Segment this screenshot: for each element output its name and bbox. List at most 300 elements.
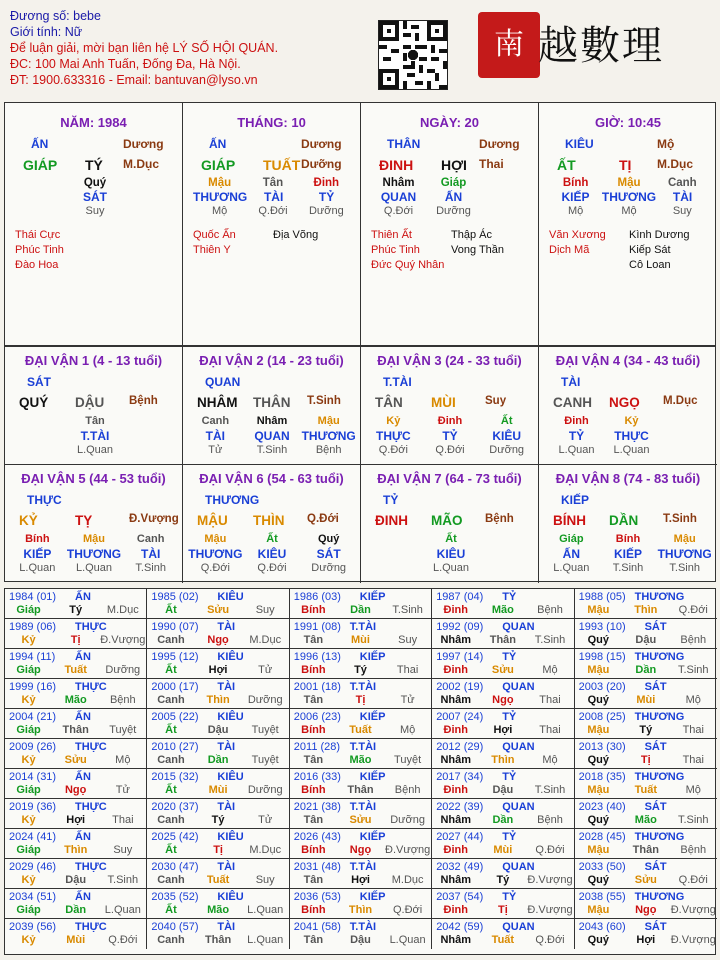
pillar-extra-left: Quốc Ấn: [193, 229, 236, 241]
luck-stem: NHÂM: [197, 395, 238, 410]
seal-logo: 南: [478, 12, 540, 78]
year-star: TÀI: [217, 861, 236, 873]
year-pillar: [575, 904, 717, 916]
luck-hidden-stems-item: Nhâm: [256, 415, 288, 427]
pillar-branch: HỢI: [441, 157, 467, 173]
hidden-phases: [193, 205, 353, 217]
year-star: QUAN: [502, 921, 535, 933]
luck-hidden-phases-item: L.Quan: [19, 562, 56, 574]
year-cell[interactable]: [432, 889, 574, 919]
hidden-stems: [55, 177, 135, 189]
year-stem: Kỷ: [21, 754, 36, 766]
year-stem: Kỷ: [21, 694, 36, 706]
year-cell[interactable]: [147, 649, 289, 679]
year-branch: Thìn: [491, 754, 515, 766]
year-cell[interactable]: [5, 769, 147, 799]
luck-stem: KỶ: [19, 513, 38, 528]
luck-hidden-stars: [55, 429, 135, 443]
year-star: ẤN: [75, 771, 91, 783]
pillar-extra-right: Thập Ác: [451, 229, 492, 241]
year-cell[interactable]: [5, 679, 147, 709]
year-branch: Tý: [639, 724, 653, 736]
year-branch: Tuất: [349, 724, 372, 736]
year-cell[interactable]: [147, 889, 289, 919]
year-pillar: [5, 604, 146, 616]
hidden-stems: [193, 177, 353, 189]
luck-hidden: [365, 415, 535, 463]
year-cell[interactable]: [147, 739, 289, 769]
year-pillar: [147, 934, 288, 946]
luck-hidden-stems-item: Mậu: [83, 533, 105, 545]
year-cell[interactable]: [432, 649, 574, 679]
pillar-star: THÂN: [387, 137, 421, 151]
year-cell[interactable]: [5, 799, 147, 829]
year-star: THƯƠNG: [634, 591, 685, 603]
year-phase: Mộ: [542, 664, 558, 676]
luck-hidden-stars: [365, 429, 535, 443]
year-label: 2013 (30): [578, 741, 626, 753]
year-label: 2032 (49): [436, 861, 484, 873]
year-phase: Đ.Vượng: [527, 874, 573, 886]
year-stem: Canh: [157, 934, 185, 946]
luck-hidden-stars-item: TÀI: [141, 547, 161, 561]
year-phase: Tử: [258, 664, 273, 676]
year-stem: Giáp: [16, 604, 41, 616]
year-stem: Quý: [587, 814, 610, 826]
year-label: 2024 (41): [9, 831, 57, 843]
year-pillar: [575, 784, 717, 796]
luck-hidden-stems-item: Đinh: [564, 415, 589, 427]
year-stem: Mậu: [587, 904, 610, 916]
luck-star: TỶ: [383, 493, 399, 507]
year-cell[interactable]: [432, 619, 574, 649]
year-branch: Mão: [207, 904, 230, 916]
year-phase: Đ.Vượng: [670, 904, 716, 916]
year-label: 2027 (44): [436, 831, 484, 843]
year-cell[interactable]: [147, 589, 289, 619]
year-cell[interactable]: [575, 739, 717, 769]
year-label: 1997 (14): [436, 651, 484, 663]
year-label: 2019 (36): [9, 801, 57, 813]
year-star: ẤN: [75, 711, 91, 723]
year-label: 2043 (60): [578, 921, 626, 933]
luck-hidden-stars-item: THỰC: [614, 429, 649, 443]
year-phase: Đ.Vượng: [385, 844, 431, 856]
year-branch: Tý: [354, 664, 367, 676]
year-star: THỰC: [75, 621, 107, 633]
pillar-extra-right: Vong Thần: [451, 244, 505, 256]
luck-hidden: [543, 533, 713, 581]
luck-period-2: [183, 347, 361, 465]
year-cell[interactable]: [5, 859, 147, 889]
year-branch: Thìn: [634, 604, 658, 616]
luck-hidden-phases: [549, 444, 659, 456]
year-phase: Bệnh: [394, 784, 421, 796]
year-phase: T.Sinh: [677, 664, 709, 676]
year-pillar: [432, 814, 573, 826]
year-pillar: [147, 904, 288, 916]
contact-line-2: ĐC: 100 Mai Anh Tuấn, Đống Đa, Hà Nội.: [10, 57, 241, 71]
year-stem: Bính: [301, 664, 326, 676]
luck-hidden-stems: [9, 533, 179, 545]
luck-hidden-phases-item: T.Sinh: [256, 444, 288, 456]
luck-hidden-stars-item: KIÊU: [436, 547, 466, 561]
year-stem: Bính: [301, 904, 326, 916]
year-cell[interactable]: [290, 889, 432, 919]
luck-branch: THÂN: [253, 395, 291, 410]
luck-title: ĐẠI VẬN 7 (64 - 73 tuổi): [377, 471, 522, 486]
year-stem: Ất: [165, 604, 177, 616]
year-cell[interactable]: [147, 859, 289, 889]
year-branch: Tuất: [634, 784, 657, 796]
year-cell[interactable]: [575, 679, 717, 709]
year-star: QUAN: [502, 861, 535, 873]
hidden-stems-item: Đinh: [313, 177, 340, 189]
pillar-extra-left: Thiên Y: [193, 244, 231, 256]
luck-hidden-stars-item: KIÊU: [492, 429, 522, 443]
hidden-stems-item: Giáp: [440, 177, 467, 189]
year-branch: Dậu: [65, 874, 87, 886]
year-branch: Tị: [640, 754, 651, 766]
year-cell[interactable]: [290, 859, 432, 889]
year-cell[interactable]: [432, 799, 574, 829]
year-star: THỰC: [75, 741, 107, 753]
year-stem: Bính: [301, 844, 326, 856]
year-star: KIẾP: [359, 771, 386, 783]
qr-code[interactable]: [378, 20, 448, 90]
year-stem: Ất: [165, 904, 177, 916]
year-branch: Sửu: [634, 874, 657, 886]
year-branch: Ngọ: [492, 694, 514, 706]
year-phase: Thai: [396, 664, 419, 676]
luck-hidden-stems-item: Quý: [317, 533, 340, 545]
year-stem: Mậu: [587, 664, 610, 676]
brand-logo-text: 越數理: [538, 23, 664, 69]
luck-stem: ĐINH: [375, 513, 408, 528]
year-star: THƯƠNG: [634, 831, 685, 843]
year-stem: Giáp: [16, 664, 41, 676]
luck-hidden-stems: [187, 415, 357, 427]
pillar-stem: ẤT: [557, 157, 576, 173]
year-cell[interactable]: [5, 649, 147, 679]
year-cell[interactable]: [5, 919, 147, 949]
year-stem: Ất: [165, 844, 177, 856]
year-branch: Dần: [207, 754, 229, 766]
hidden-phases-item: Suy: [672, 205, 692, 217]
year-cell[interactable]: [147, 709, 289, 739]
year-branch: Mùi: [493, 844, 513, 856]
year-cell[interactable]: [290, 589, 432, 619]
year-cell[interactable]: [290, 709, 432, 739]
year-pillar: [432, 784, 573, 796]
luck-phase: M.Dục: [663, 395, 698, 407]
year-cell[interactable]: [575, 799, 717, 829]
year-label: 1988 (05): [578, 591, 626, 603]
luck-hidden-stars-item: KIẾP: [23, 547, 52, 561]
year-branch: Tý: [496, 874, 510, 886]
year-label: 2005 (22): [151, 711, 199, 723]
year-phase: Mộ: [685, 784, 701, 796]
luck-hidden: [187, 415, 357, 463]
luck-branch: MÙI: [431, 395, 456, 410]
year-label: 2031 (48): [293, 861, 341, 873]
year-stem: Ất: [165, 664, 177, 676]
luck-hidden-phases-item: Q.Đới: [378, 444, 408, 456]
year-cell[interactable]: [5, 589, 147, 619]
year-pillar: [575, 754, 717, 766]
year-cell[interactable]: [432, 829, 574, 859]
year-star: T.TÀI: [349, 861, 377, 873]
luck-period-6: [183, 465, 361, 583]
year-star: KIÊU: [217, 891, 244, 903]
year-phase: Mộ: [685, 694, 701, 706]
year-stem: Quý: [587, 934, 610, 946]
year-cell[interactable]: [147, 799, 289, 829]
year-cell[interactable]: [575, 769, 717, 799]
pillar-branch: TÝ: [85, 157, 103, 173]
year-cell[interactable]: [575, 709, 717, 739]
year-label: 2025 (42): [151, 831, 199, 843]
year-stem: Quý: [587, 634, 610, 646]
year-label: 2000 (17): [151, 681, 199, 693]
year-star: T.TÀI: [349, 921, 377, 933]
year-cell[interactable]: [575, 859, 717, 889]
year-stem: Mậu: [587, 844, 610, 856]
year-phase: Q.Đới: [678, 604, 708, 616]
year-stem: Kỷ: [21, 634, 36, 646]
year-cell[interactable]: [5, 739, 147, 769]
luck-hidden-stems-item: Đinh: [437, 415, 463, 427]
year-star: KIÊU: [217, 771, 244, 783]
year-cell[interactable]: [147, 919, 289, 949]
year-pillar: [5, 664, 146, 676]
pillar-hidden: [549, 177, 709, 227]
luck-stem: CANH: [553, 395, 592, 410]
hidden-stars-item: QUAN: [380, 190, 417, 204]
year-stem: Nhâm: [440, 874, 472, 886]
year-cell[interactable]: [575, 889, 717, 919]
year-cell[interactable]: [147, 679, 289, 709]
pillar-star: ẤN: [209, 137, 227, 151]
year-branch: Ngọ: [64, 784, 87, 796]
year-label: 1996 (13): [293, 651, 341, 663]
luck-hidden-stars: [187, 429, 357, 443]
year-cell[interactable]: [432, 769, 574, 799]
year-cell[interactable]: [290, 619, 432, 649]
year-label: 2012 (29): [436, 741, 484, 753]
luck-hidden-stems-item: Kỷ: [386, 415, 401, 427]
luck-hidden-stems-item: Mậu: [673, 533, 696, 545]
luck-hidden-stems-item: Canh: [201, 415, 230, 427]
year-cell[interactable]: [575, 649, 717, 679]
year-phase: Đ.Vượng: [527, 904, 573, 916]
year-cell[interactable]: [290, 679, 432, 709]
year-pillar: [432, 904, 573, 916]
year-label: 2003 (20): [578, 681, 626, 693]
pillar-extra-right: Cô Loan: [629, 259, 671, 271]
year-label: 2020 (37): [151, 801, 199, 813]
luck-hidden-phases-item: L.Quan: [558, 444, 595, 456]
year-cell[interactable]: [5, 709, 147, 739]
year-branch: Mùi: [208, 784, 228, 796]
year-phase: Suy: [113, 844, 133, 856]
year-cell[interactable]: [5, 889, 147, 919]
year-cell[interactable]: [290, 919, 432, 949]
hidden-stems-item: Mậu: [617, 177, 641, 189]
year-stem: Đinh: [443, 784, 468, 796]
year-branch: Tuất: [491, 934, 515, 946]
hidden-stars-item: SÁT: [83, 190, 107, 204]
pillar-phase: M.Dục: [657, 157, 693, 171]
luck-phase: Bệnh: [129, 395, 158, 407]
luck-hidden-phases-item: T.Sinh: [135, 562, 166, 574]
year-pillar: [5, 724, 146, 736]
luck-branch: DẦN: [609, 513, 639, 528]
luck-hidden-stems-item: Canh: [136, 533, 165, 545]
year-label: 2033 (50): [578, 861, 626, 873]
luck-phase: Đ.Vượng: [129, 513, 179, 525]
year-pillar: [5, 784, 146, 796]
year-cell[interactable]: [290, 649, 432, 679]
year-cell[interactable]: [290, 769, 432, 799]
year-star: ẤN: [75, 651, 91, 663]
year-pillar: [147, 604, 288, 616]
year-cell[interactable]: [575, 919, 717, 949]
luck-hidden-stems-item: Bính: [25, 533, 50, 545]
year-stem: Kỷ: [21, 934, 36, 946]
luck-hidden: [187, 533, 357, 581]
hidden-stems-item: Nhâm: [382, 177, 415, 189]
year-phase: Thai: [539, 694, 561, 706]
year-star: T.TÀI: [349, 741, 377, 753]
year-stem: Tân: [303, 694, 324, 706]
year-branch: Sửu: [207, 604, 230, 616]
pillar-3: [361, 103, 539, 347]
year-cell[interactable]: [290, 739, 432, 769]
year-pillar: [290, 844, 431, 856]
year-cell[interactable]: [432, 679, 574, 709]
year-pillar: [5, 934, 146, 946]
annual-table: [4, 588, 716, 955]
year-stem: Quý: [587, 694, 610, 706]
hidden-stars-item: THƯƠNG: [601, 190, 657, 204]
year-stem: Canh: [157, 754, 185, 766]
year-phase: Bệnh: [680, 844, 707, 856]
year-pillar: [290, 874, 431, 886]
year-cell[interactable]: [5, 619, 147, 649]
luck-star: KIẾP: [561, 493, 590, 507]
luck-hidden-phases: [187, 444, 357, 456]
year-star: TỶ: [502, 651, 517, 663]
year-label: 1986 (03): [293, 591, 341, 603]
year-branch: Dậu: [635, 634, 657, 646]
year-branch: Dần: [492, 814, 514, 826]
year-stem: Đinh: [443, 844, 468, 856]
year-cell[interactable]: [432, 709, 574, 739]
pillar-title: THÁNG: 10: [237, 115, 306, 130]
year-stem: Nhâm: [440, 754, 472, 766]
year-star: THƯƠNG: [634, 651, 685, 663]
luck-star: SÁT: [27, 375, 51, 389]
year-label: 1990 (07): [151, 621, 199, 633]
year-phase: Q.Đới: [393, 904, 423, 916]
luck-hidden-stars-item: T.TÀI: [80, 429, 110, 443]
year-label: 1989 (06): [9, 621, 57, 633]
pillar-extra-left: Thái Cực: [15, 229, 61, 241]
hidden-phases-item: Suy: [85, 205, 105, 217]
luck-hidden-phases: [9, 562, 179, 574]
luck-hidden-phases: [365, 444, 535, 456]
pillar-extra-right: Địa Võng: [273, 229, 319, 241]
year-cell[interactable]: [432, 739, 574, 769]
year-pillar: [5, 904, 146, 916]
year-cell[interactable]: [575, 589, 717, 619]
pillar-phase: Dưỡng: [301, 157, 342, 171]
luck-hidden-stems: [365, 415, 535, 427]
year-cell[interactable]: [147, 769, 289, 799]
year-phase: Tử: [258, 814, 273, 826]
year-phase: Thai: [682, 754, 704, 766]
year-pillar: [147, 874, 288, 886]
luck-hidden: [411, 533, 491, 581]
year-phase: Q.Đới: [678, 874, 708, 886]
year-pillar: [290, 784, 431, 796]
year-phase: Thai: [539, 724, 561, 736]
hidden-stars-item: KIẾP: [561, 190, 590, 204]
year-phase: T.Sinh: [534, 634, 566, 646]
year-cell[interactable]: [5, 829, 147, 859]
year-cell[interactable]: [290, 799, 432, 829]
luck-title: ĐẠI VẬN 4 (34 - 43 tuổi): [555, 353, 701, 368]
year-pillar: [5, 814, 146, 826]
year-branch: Mùi: [66, 934, 86, 946]
year-stem: Đinh: [443, 724, 468, 736]
luck-stem: BÍNH: [553, 513, 586, 528]
year-stem: Tân: [303, 754, 324, 766]
year-cell[interactable]: [147, 619, 289, 649]
hidden-phases: [549, 205, 709, 217]
year-cell[interactable]: [432, 859, 574, 889]
luck-hidden-stars: [549, 429, 659, 443]
year-phase: Thai: [112, 814, 134, 826]
year-phase: Bệnh: [537, 604, 563, 616]
year-branch: Dậu: [492, 784, 514, 796]
year-star: KIÊU: [217, 831, 244, 843]
year-star: KIẾP: [359, 711, 386, 723]
hidden-stems-item: Mậu: [208, 177, 232, 189]
luck-hidden-phases-item: L.Quan: [76, 444, 114, 456]
year-stem: Canh: [157, 874, 185, 886]
year-pillar: [575, 664, 717, 676]
year-cell[interactable]: [432, 589, 574, 619]
year-branch: Hợi: [66, 814, 86, 826]
year-star: KIÊU: [217, 591, 244, 603]
year-label: 2011 (28): [293, 741, 341, 753]
year-cell[interactable]: [432, 919, 574, 949]
year-cell[interactable]: [575, 829, 717, 859]
year-branch: Mão: [64, 694, 87, 706]
luck-phase: T.Sinh: [307, 395, 341, 407]
year-phase: Mộ: [542, 754, 558, 766]
year-branch: Thìn: [64, 844, 88, 856]
year-phase: Suy: [398, 634, 418, 646]
year-cell[interactable]: [575, 619, 717, 649]
year-cell[interactable]: [290, 829, 432, 859]
year-label: 2015 (32): [151, 771, 199, 783]
four-pillars-table: [4, 102, 716, 346]
year-branch: Tị: [70, 634, 81, 646]
year-cell[interactable]: [147, 829, 289, 859]
